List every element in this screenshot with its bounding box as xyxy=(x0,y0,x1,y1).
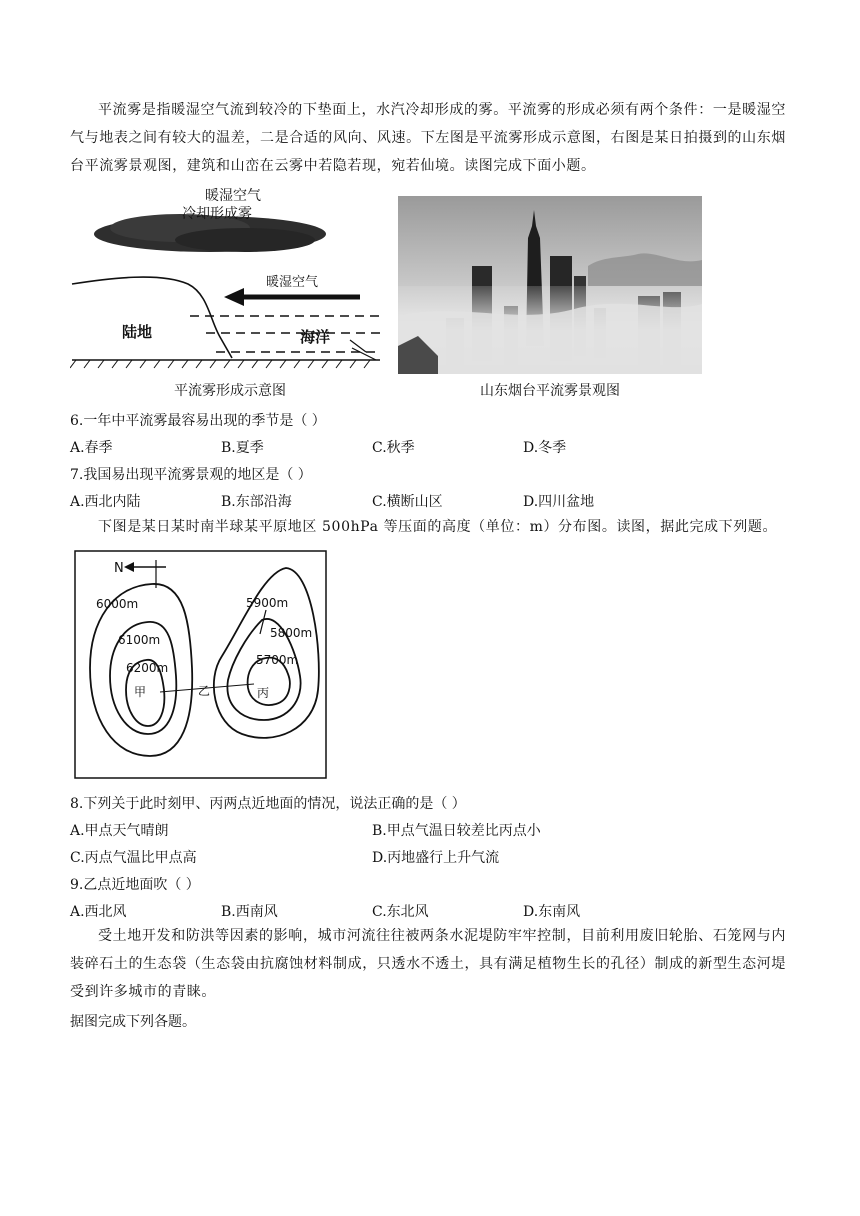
fig2-caption: 山东烟台平流雾景观图 xyxy=(480,383,620,399)
land-profile xyxy=(72,277,232,358)
arrow-label: 暖湿空气 xyxy=(266,275,319,290)
cloud-label-1: 暖湿空气 xyxy=(205,188,261,204)
q7-option-b[interactable]: B.东部沿海 xyxy=(221,494,292,510)
question-9-stem: 9.乙点近地面吹（ ） xyxy=(70,877,200,893)
q6-option-d[interactable]: D.冬季 xyxy=(523,440,567,456)
q7-option-a[interactable]: A.西北内陆 xyxy=(70,494,141,510)
ocean-label: 海洋 xyxy=(300,328,331,346)
q9-option-b[interactable]: B.西南风 xyxy=(221,904,278,920)
q9-option-d[interactable]: D.东南风 xyxy=(523,904,581,920)
passage-eco-embankment: 受土地开发和防洪等因素的影响，城市河流往往被两条水泥堤防牢牢控制，目前利用废旧轮胎、石笼网与内装碎石土的生态袋（生态袋由抗腐蚀材料制成，只透水不透土，具有满足植物生长的孔径）制成的新型生态河堤受到许多城市的青睐。 xyxy=(70,928,786,1000)
passage-isobaric-map: 下图是某日某时南半球某平原地区 500hPa 等压面的高度（单位：m）分布图。读图，据此完成下列题。 xyxy=(98,519,778,535)
passage-3-instruction: 据图完成下列各题。 xyxy=(70,1014,196,1030)
label-6200m: 6200m xyxy=(126,661,169,675)
point-yi: 乙 xyxy=(198,684,211,698)
label-6000m: 6000m xyxy=(96,597,139,611)
label-6100m: 6100m xyxy=(118,633,161,647)
question-8-stem: 8.下列关于此时刻甲、丙两点近地面的情况，说法正确的是（ ） xyxy=(70,796,466,812)
q6-option-c[interactable]: C.秋季 xyxy=(372,440,415,456)
point-jia: 甲 xyxy=(134,685,147,699)
q7-option-c[interactable]: C.横断山区 xyxy=(372,494,443,510)
q9-option-a[interactable]: A.西北风 xyxy=(70,904,127,920)
q8-option-b[interactable]: B.甲点气温日较差比丙点小 xyxy=(372,823,541,839)
q8-option-d[interactable]: D.丙地盛行上升气流 xyxy=(372,850,500,866)
q8-option-c[interactable]: C.丙点气温比甲点高 xyxy=(70,850,197,866)
label-5700m: 5700m xyxy=(256,653,299,667)
north-label: N xyxy=(114,561,124,576)
q7-option-d[interactable]: D.四川盆地 xyxy=(523,494,595,510)
label-5800m: 5800m xyxy=(270,626,313,640)
point-bing: 丙 xyxy=(257,686,270,700)
passage-advection-fog: 平流雾是指暖湿空气流到较冷的下垫面上，水汽冷却形成的雾。平流雾的形成必须有两个条件：一是暖湿空气与地表之间有较大的温差，二是合适的风向、风速。下左图是平流雾形成示意图，右图是某日拍摄到的山东烟台平流雾景观图，建筑和山峦在云雾中若隐若现，宛若仙境。读图完成下面小题。 xyxy=(70,102,786,174)
question-7-stem: 7.我国易出现平流雾景观的地区是（ ） xyxy=(70,467,312,483)
wind-arrow-head xyxy=(224,288,244,306)
q6-option-a[interactable]: A.春季 xyxy=(70,440,113,456)
label-5900m: 5900m xyxy=(246,596,289,610)
q6-option-b[interactable]: B.夏季 xyxy=(221,440,264,456)
fig1-caption: 平流雾形成示意图 xyxy=(174,383,286,399)
yantai-fog-photo xyxy=(398,196,702,374)
land-label: 陆地 xyxy=(122,323,153,341)
fog-formation-diagram xyxy=(70,182,390,374)
question-6-stem: 6.一年中平流雾最容易出现的季节是（ ） xyxy=(70,413,326,429)
q9-option-c[interactable]: C.东北风 xyxy=(372,904,429,920)
isobaric-height-map xyxy=(74,550,328,780)
q8-option-a[interactable]: A.甲点天气晴朗 xyxy=(70,823,169,839)
cloud-label-2: 冷却形成雾 xyxy=(182,206,252,222)
